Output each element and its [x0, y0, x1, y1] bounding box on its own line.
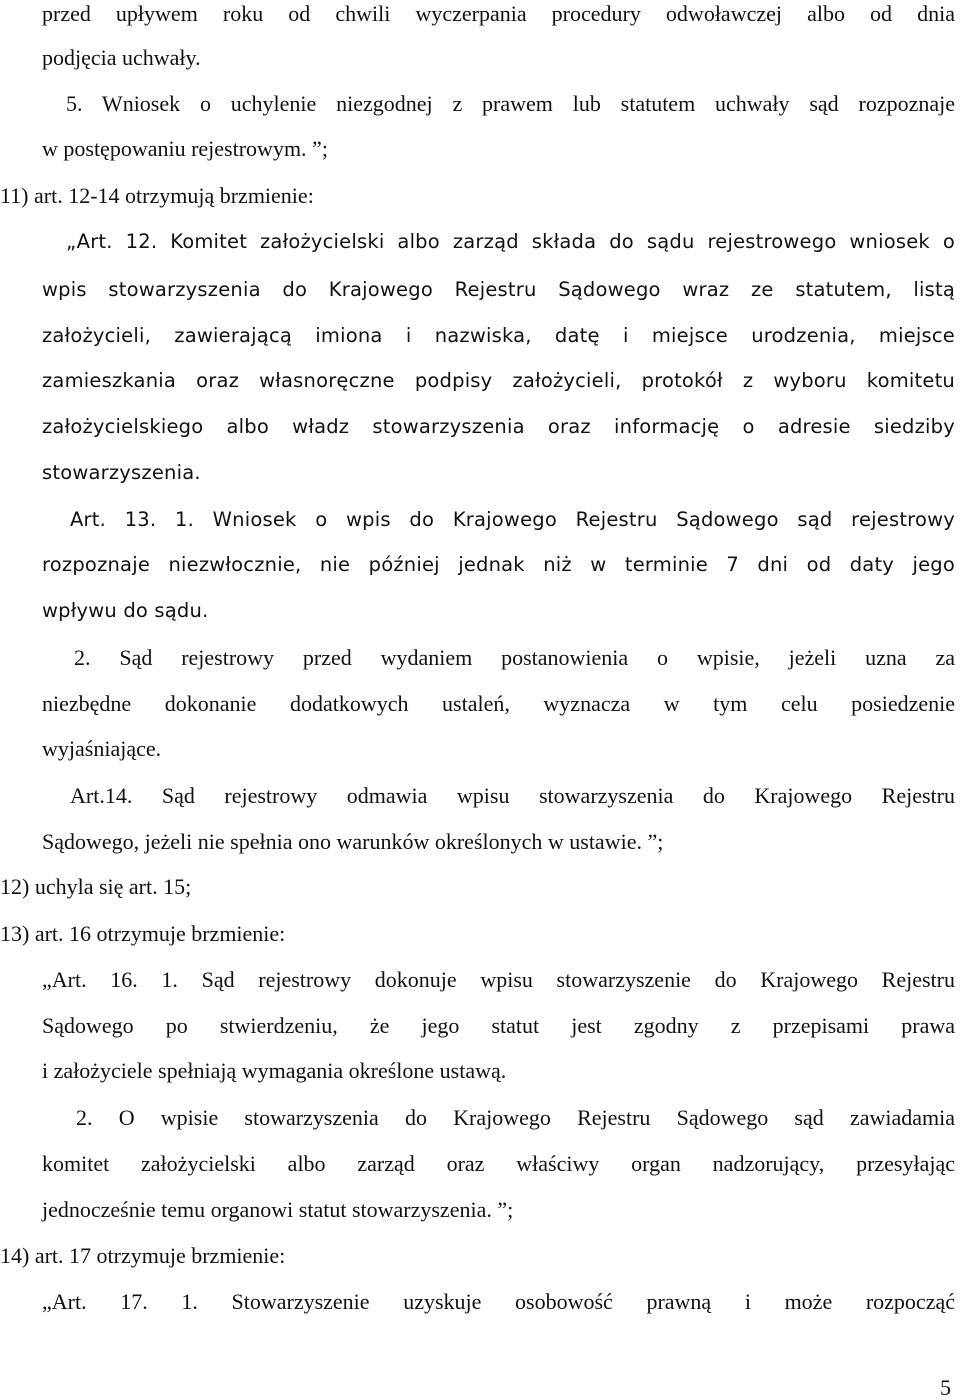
text-line: założycielskiego albo władz stowarzyszenia oraz informację o adresie siedziby: [42, 415, 955, 438]
text-line: rozpoznaje niezwłocznie, nie później jednak niż w terminie 7 dni od daty jego: [42, 553, 955, 576]
text-line: podjęcia uchwały.: [42, 45, 201, 70]
text-line: „Art. 12. Komitet założycielski albo zarząd składa do sądu rejestrowego wniosek o: [66, 230, 955, 253]
page-number: 5: [940, 1375, 951, 1400]
text-line: stowarzyszenia.: [42, 461, 201, 484]
text-line: Art. 13. 1. Wniosek o wpis do Krajowego Rejestru Sądowego sąd rejestrowy: [70, 508, 955, 531]
text-line: wpływu do sądu.: [42, 599, 209, 622]
text-line: 14) art. 17 otrzymuje brzmienie:: [0, 1243, 286, 1268]
text-line: niezbędne dokonanie dodatkowych ustaleń, wyznacza w tym celu posiedzenie: [42, 691, 955, 716]
text-line: w postępowaniu rejestrowym. ”;: [42, 136, 328, 161]
text-line: 2. O wpisie stowarzyszenia do Krajowego Rejestru Sądowego sąd zawiadamia: [76, 1105, 955, 1130]
text-line: Art.14. Sąd rejestrowy odmawia wpisu stowarzyszenia do Krajowego Rejestru: [70, 783, 955, 808]
text-line: 11) art. 12-14 otrzymują brzmienie:: [0, 183, 314, 208]
text-line: „Art. 17. 1. Stowarzyszenie uzyskuje osobowość prawną i może rozpocząć: [42, 1289, 955, 1314]
text-line: 2. Sąd rejestrowy przed wydaniem postanowienia o wpisie, jeżeli uzna za: [74, 645, 955, 670]
text-line: Sądowego po stwierdzeniu, że jego statut jest zgodny z przepisami prawa: [42, 1013, 955, 1038]
text-line: Sądowego, jeżeli nie spełnia ono warunków określonych w ustawie. ”;: [42, 829, 664, 854]
text-line: 13) art. 16 otrzymuje brzmienie:: [0, 921, 286, 946]
text-line: i założyciele spełniają wymagania określone ustawą.: [42, 1058, 507, 1083]
text-line: 5. Wniosek o uchylenie niezgodnej z prawem lub statutem uchwały sąd rozpoznaje: [66, 91, 955, 116]
text-line: jednocześnie temu organowi statut stowarzyszenia. ”;: [42, 1197, 514, 1222]
text-line: 12) uchyla się art. 15;: [0, 874, 192, 899]
text-line: przed upływem roku od chwili wyczerpania procedury odwoławczej albo od dnia: [42, 1, 955, 26]
text-line: założycieli, zawierającą imiona i nazwiska, datę i miejsce urodzenia, miejsce: [42, 324, 955, 347]
text-line: komitet założycielski albo zarząd oraz właściwy organ nadzorujący, przesyłając: [42, 1151, 955, 1176]
text-line: wyjaśniające.: [42, 736, 162, 761]
text-line: wpis stowarzyszenia do Krajowego Rejestru Sądowego wraz ze statutem, listą: [42, 278, 955, 301]
text-line: „Art. 16. 1. Sąd rejestrowy dokonuje wpisu stowarzyszenie do Krajowego Rejestru: [42, 967, 955, 992]
text-line: zamieszkania oraz własnoręczne podpisy założycieli, protokół z wyboru komitetu: [42, 369, 955, 392]
